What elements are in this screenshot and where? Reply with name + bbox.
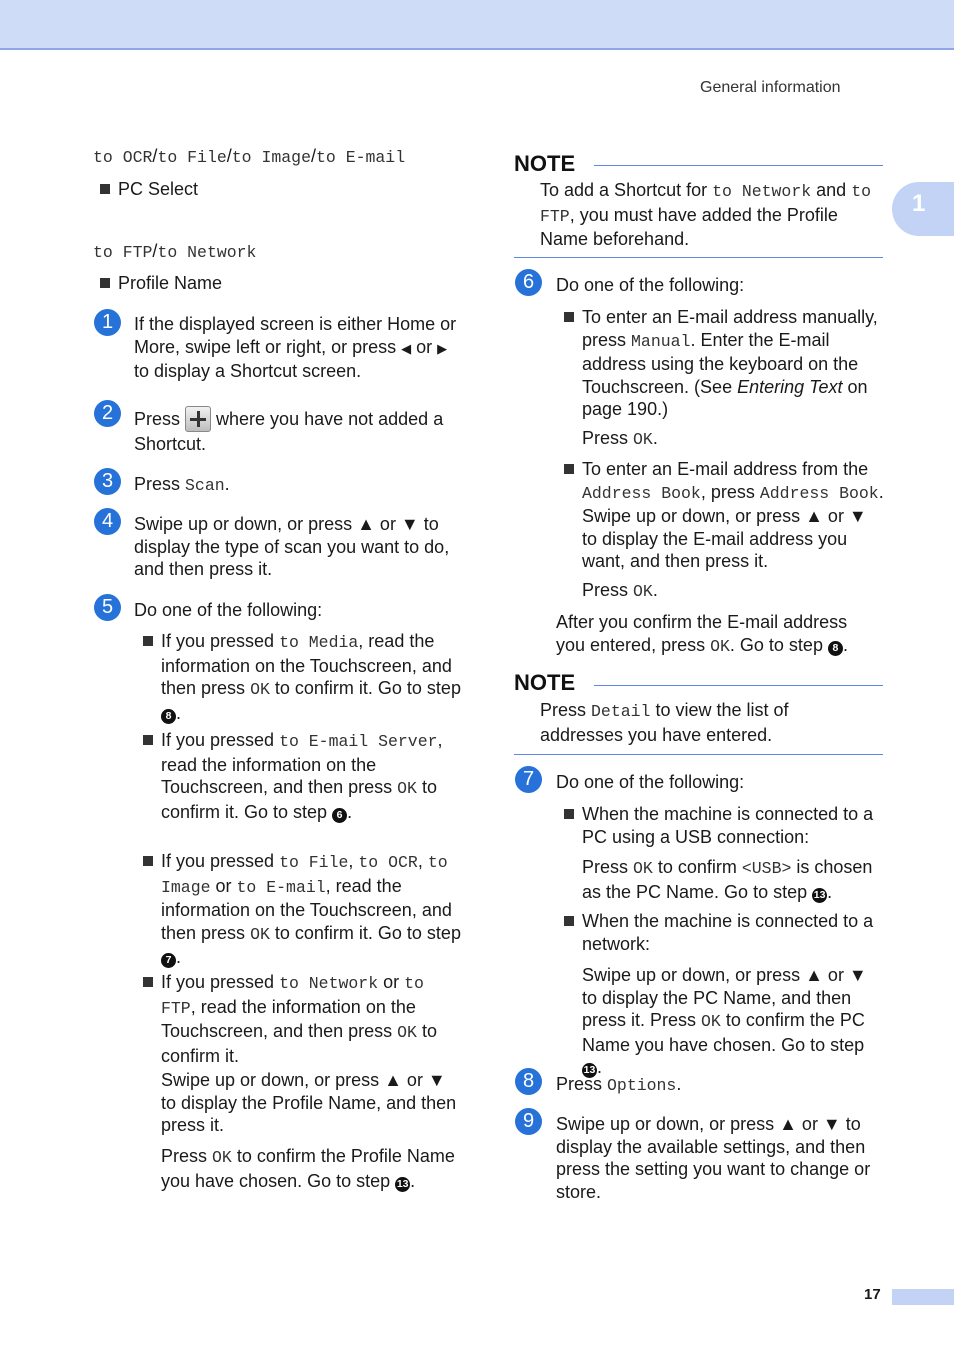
plus-icon[interactable]	[185, 406, 211, 432]
bullet-square	[564, 916, 574, 926]
step-1-text: If the displayed screen is either Home or More, swipe left or right, or press ◀ or ▶ to display a Shortcut screen.	[134, 314, 457, 381]
step-number-2: 2	[94, 400, 121, 427]
step-number-8: 8	[515, 1068, 542, 1095]
header-band	[0, 0, 954, 50]
step-6-manual-press-ok: Press OK.	[582, 428, 658, 449]
step-number-4: 4	[94, 508, 121, 535]
step-ref-badge: 6	[332, 808, 347, 823]
step-number-1: 1	[94, 309, 121, 336]
bullet-square	[564, 312, 574, 322]
ocr-destinations-line: to OCR/to File/to Image/to E-mail	[93, 146, 406, 167]
right-arrow-icon: ▶	[437, 340, 448, 356]
step-6-option-address-book: To enter an E-mail address from the Address Book, press Address Book. Swipe up or down, or press ▲ or ▼ to display the E-mail address you want, and then press it.	[582, 458, 884, 573]
bullet-square	[143, 636, 153, 646]
step-4-text: Swipe up or down, or press ▲ or ▼ to display the type of scan you want to do, and then press it.	[134, 514, 450, 579]
step-7-option-usb: When the machine is connected to a PC using a USB connection:	[582, 803, 882, 848]
step-number-5: 5	[94, 594, 121, 621]
ocr-setting-item: PC Select	[118, 178, 198, 201]
step-6-after-confirm: After you confirm the E-mail address you entered, press OK. Go to step 8 .	[556, 612, 848, 656]
bullet-square	[143, 856, 153, 866]
note-shortcut-text: To add a Shortcut for to Network and to FTP, you must have added the Profile Name beforehand.	[540, 180, 871, 249]
bullet-square	[143, 977, 153, 987]
step-number-6: 6	[515, 269, 542, 296]
ftp-destinations-line: to FTP/to Network	[93, 241, 257, 262]
note-bottom-rule	[514, 754, 883, 755]
footer-tab	[892, 1289, 954, 1305]
step-number-7: 7	[515, 766, 542, 793]
step-7-network-instructions: Swipe up or down, or press ▲ or ▼ to display the PC Name, and then press it. Press OK to confirm the PC Name you have chosen. Go to step 13.	[582, 965, 867, 1077]
chapter-number: 1	[912, 190, 926, 217]
note-detail-text: Press Detail to view the list of addresses you have entered.	[540, 700, 789, 745]
step-5-option-file-ocr: If you pressed to File, to OCR, to Image or to E-mail, read the information on the Touchscreen, and then press OK to confirm it. Go to step 7 .	[161, 850, 461, 969]
ftp-setting-item: Profile Name	[118, 272, 222, 295]
bullet-square	[100, 278, 110, 288]
step-5-network-confirm: Press OK to confirm the Profile Name you have chosen. Go to step 13.	[161, 1146, 455, 1191]
step-ref-badge: 13	[396, 1177, 409, 1190]
step-number-9: 9	[515, 1108, 542, 1135]
step-6-option-manual: To enter an E-mail address manually, press Manual. Enter the E-mail address using the keyboard on the Touchscreen. (See Entering Text on page 190.)	[582, 306, 882, 421]
page-number: 17	[864, 1286, 881, 1303]
bullet-square	[564, 809, 574, 819]
step-ref-badge: 7	[161, 953, 176, 968]
step-7-usb-instructions: Press OK to confirm <USB> is chosen as the PC Name. Go to step 13.	[582, 857, 873, 902]
note-top-rule	[594, 165, 883, 166]
step-ref-badge: 8	[161, 709, 176, 724]
bullet-square	[564, 464, 574, 474]
step-5-option-network: If you pressed to Network or to FTP, read the information on the Touchscreen, and then press OK to confirm it.	[161, 971, 461, 1067]
step-5-option-media: If you pressed to Media, read the information on the Touchscreen, and then press OK to confirm it. Go to step 8 .	[161, 630, 461, 724]
step-ref-badge: 13	[813, 888, 826, 901]
bullet-square	[143, 735, 153, 745]
note-title: NOTE	[514, 670, 576, 695]
step-ref-badge: 8	[828, 641, 843, 656]
step-6-book-press-ok: Press OK.	[582, 580, 658, 601]
note-top-rule	[594, 685, 883, 686]
step-6-intro: Do one of the following:	[556, 275, 745, 295]
step-5-option-email-server: If you pressed to E-mail Server, read the information on the Touchscreen, and then press OK to confirm it. Go to step 6 .	[161, 729, 461, 823]
left-arrow-icon: ◀	[401, 340, 412, 356]
step-5-network-instructions: Swipe up or down, or press ▲ or ▼ to display the Profile Name, and then press it.	[161, 1070, 457, 1135]
step-7-option-network: When the machine is connected to a network:	[582, 910, 882, 955]
step-3-text: Press Scan.	[134, 474, 230, 495]
step-2-text: Press where you have not added a Shortcut.	[134, 406, 464, 456]
step-9-text: Swipe up or down, or press ▲ or ▼ to display the available settings, and then press the setting you want to change or store.	[556, 1114, 871, 1202]
note-title: NOTE	[514, 151, 576, 176]
bullet-square	[100, 184, 110, 194]
step-7-intro: Do one of the following:	[556, 772, 745, 792]
note-bottom-rule	[514, 257, 883, 258]
section-title: General information	[700, 79, 841, 96]
step-8-text: Press Options.	[556, 1074, 682, 1095]
step-5-intro: Do one of the following:	[134, 600, 323, 620]
step-number-3: 3	[94, 468, 121, 495]
step-ref-badge: 13	[583, 1064, 596, 1076]
